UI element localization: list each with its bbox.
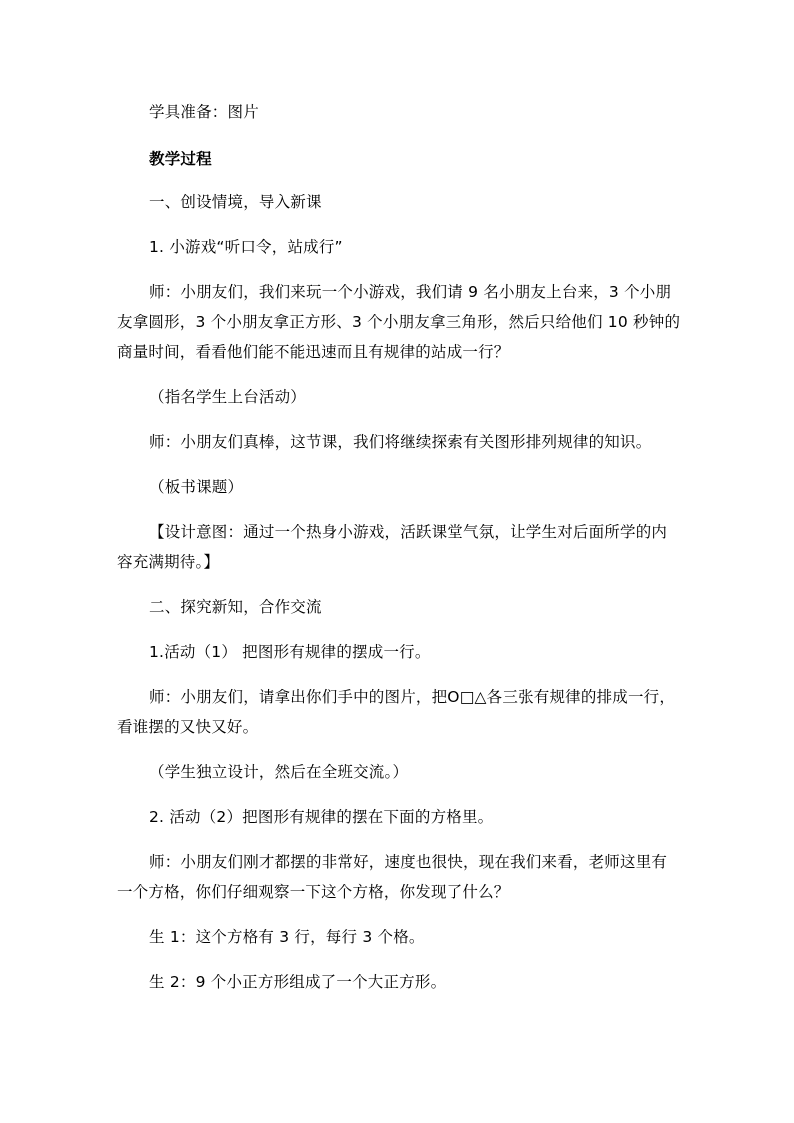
note-paragraph-2: （板书课题） (149, 478, 244, 496)
materials-line: 学具准备：图片 (149, 103, 259, 121)
activity-two-title: 2. 活动（2）把图形有规律的摆在下面的方格里。 (149, 808, 494, 826)
student-answer-1: 生 1：这个方格有 3 行，每行 3 个格。 (149, 928, 425, 946)
student-answer-2: 生 2：9 个小正方形组成了一个大正方形。 (149, 973, 447, 991)
activity-one-title: 1.活动（1） 把图形有规律的摆成一行。 (149, 643, 431, 661)
section-heading: 教学过程 (149, 150, 212, 168)
teacher-paragraph-1-line-3: 商量时间，看看他们能不能迅速而且有规律的站成一行？ (117, 343, 510, 361)
note-paragraph-1: （指名学生上台活动） (149, 388, 307, 406)
note-paragraph-3: （学生独立设计，然后在全班交流。） (149, 763, 409, 781)
section-two-title: 二、探究新知，合作交流 (149, 598, 322, 616)
teacher-paragraph-1-line-1: 师：小朋友们，我们来玩一个小游戏，我们请 9 名小朋友上台来，3 个小朋 (149, 283, 672, 301)
teacher-paragraph-4-line-1: 师：小朋友们刚才都摆的非常好，速度也很快，现在我们来看，老师这里有 (149, 853, 668, 871)
design-intent-line-2: 容充满期待。】 (117, 553, 220, 571)
design-intent-line-1: 【设计意图：通过一个热身小游戏，活跃课堂气氛，让学生对后面所学的内 (149, 523, 668, 541)
item-one-title: 1. 小游戏“听口令，站成行” (149, 238, 343, 256)
teacher-paragraph-4-line-2: 一个方格，你们仔细观察一下这个方格，你发现了什么？ (117, 883, 510, 901)
teacher-paragraph-1-line-2: 友拿圆形，3 个小朋友拿正方形、3 个小朋友拿三角形，然后只给他们 10 秒钟的 (117, 313, 681, 331)
teacher-paragraph-3-line-2: 看谁摆的又快又好。 (117, 718, 259, 736)
section-one-title: 一、创设情境，导入新课 (149, 193, 322, 211)
teacher-paragraph-3-line-1: 师：小朋友们，请拿出你们手中的图片，把O□△各三张有规律的排成一行， (149, 688, 676, 706)
teacher-paragraph-2: 师：小朋友们真棒，这节课，我们将继续探索有关图形排列规律的知识。 (149, 433, 652, 451)
